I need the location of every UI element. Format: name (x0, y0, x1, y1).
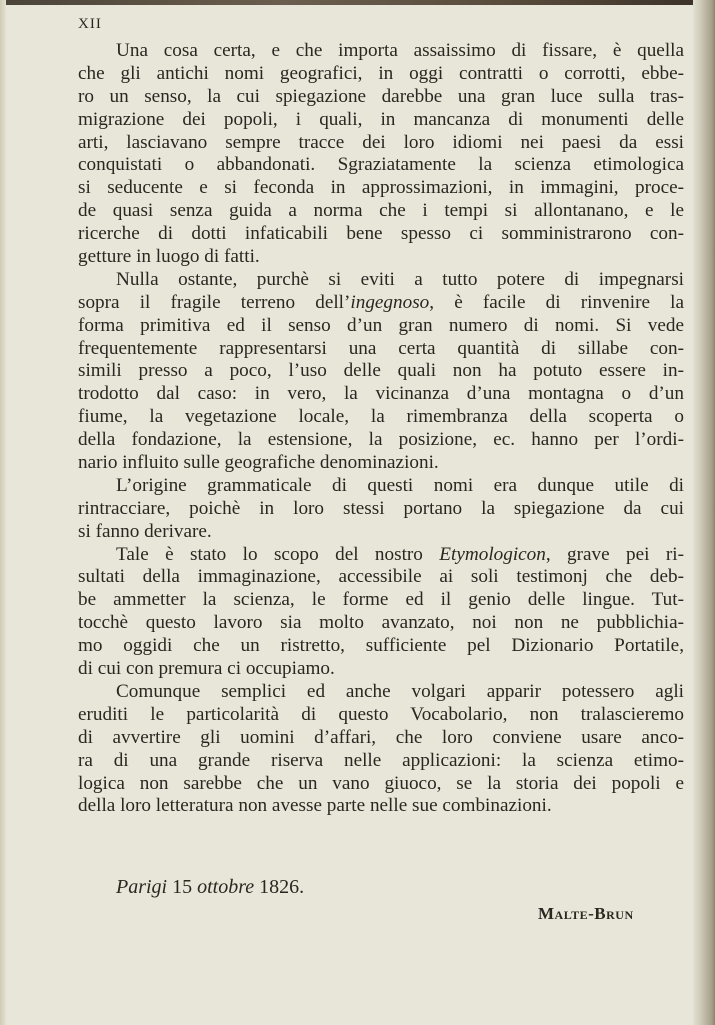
text-segment: forma primitiva ed il senso d’un gran numero di nomi. Si vede (78, 314, 684, 336)
text-line (78, 498, 684, 521)
text-line (78, 109, 684, 132)
text-line (78, 544, 684, 567)
author-signature: Malte-Brun (538, 904, 634, 923)
text-line (78, 63, 684, 86)
text-line (78, 177, 684, 200)
text-line (78, 383, 684, 406)
paragraph (78, 40, 684, 269)
text-segment: be ammetter la scienza, le forme ed il genio delle lingue. Tut- (78, 589, 684, 611)
text-line (78, 635, 684, 658)
text-segment: arti, lasciavano sempre tracce dei loro idiomi nei paesi da essi (78, 131, 684, 153)
text-line (78, 360, 684, 383)
paragraph (78, 269, 684, 475)
text-segment: della loro letteratura non avesse parte nelle sue combinazioni. (78, 795, 552, 817)
text-segment: , grave pei ri- (545, 543, 684, 565)
text-segment: si seducente e si feconda in approssimazioni, in immagini, proce- (78, 177, 684, 199)
text-line (78, 704, 684, 727)
dateline-day: 15 (172, 876, 193, 898)
text-segment: che gli antichi nomi geografici, in oggi contratti o corrotti, ebbe- (78, 62, 684, 84)
italic-term: ingegnoso (350, 291, 430, 313)
text-line (78, 429, 684, 452)
text-segment: logica non sarebbe che un vano giuoco, se la storia dei popoli e (78, 772, 684, 794)
paragraph (78, 681, 684, 818)
text-line (78, 795, 684, 818)
text-segment: Una cosa certa, e che importa assaissimo di fissare, è quella (116, 40, 684, 61)
text-segment: ra di una grande riserva nelle applicazioni: la scienza etimo- (78, 749, 684, 771)
text-segment: nario influito sulle geografiche denominazioni. (78, 452, 439, 474)
text-line (78, 521, 684, 544)
text-segment: simili presso a poco, l’uso delle quali non ha potuto essere in- (78, 360, 684, 382)
text-segment: di cui con premura ci occupiamo. (78, 658, 335, 680)
text-line (78, 750, 684, 773)
text-segment: rintracciare, poichè in loro stessi portano la spiegazione da cui (78, 497, 684, 519)
text-segment: si fanno derivare. (78, 520, 212, 542)
text-line (78, 589, 684, 612)
text-segment: di avvertire gli uomini d’affari, che loro conviene usare anco- (78, 726, 684, 748)
text-segment: ricerche di dotti infaticabili bene spesso ci somministrarono con- (78, 223, 684, 245)
paragraph (78, 544, 684, 681)
text-line (78, 223, 684, 246)
text-segment: della fondazione, la estensione, la posizione, ec. hanno per l’ordi- (78, 429, 684, 451)
text-segment: L’origine grammaticale di questi nomi era dunque utile di (116, 474, 684, 496)
text-segment: sultati della immaginazione, accessibile ai soli testimonj che deb- (78, 566, 684, 588)
text-segment: frequentemente rappresentarsi una certa quantità di sillabe con- (78, 337, 684, 359)
text-segment: de quasi senza guida a norma che i tempi si allontanano, e le (78, 200, 684, 222)
text-line (78, 658, 684, 681)
text-segment: sopra il fragile terreno dell’ (78, 291, 351, 313)
dateline-place: Parigi (116, 876, 168, 898)
italic-term: Etymologicon (439, 543, 546, 565)
dateline-year: 1826. (259, 876, 305, 898)
text-line (78, 154, 684, 177)
text-segment: conquistati o abbandonati. Sgraziatamente la scienza etimologica (78, 154, 684, 176)
text-segment: Tale è stato lo scopo del nostro (116, 543, 440, 565)
text-segment: Nulla ostante, purchè si eviti a tutto potere di impegnarsi (116, 268, 684, 290)
text-line (78, 475, 684, 498)
text-segment: , è facile di rinvenire la (429, 291, 684, 313)
text-line (78, 269, 684, 292)
text-line (78, 292, 684, 315)
text-line (78, 612, 684, 635)
text-segment: migrazione dei popoli, i quali, in mancanza di monumenti delle (78, 108, 684, 130)
text-line (78, 132, 684, 155)
text-segment: ro un senso, la cui spiegazione darebbe una gran luce sulla tras- (78, 85, 684, 107)
text-line (78, 681, 684, 704)
text-line (78, 406, 684, 429)
text-line (78, 452, 684, 475)
body-text (78, 40, 684, 818)
page-number: XII (78, 16, 102, 32)
text-line (78, 566, 684, 589)
text-line (78, 338, 684, 361)
dateline-month: ottobre (197, 876, 255, 898)
text-segment: trodotto dal caso: in vero, la vicinanza d’una montagna o d’un (78, 383, 684, 405)
text-line (78, 40, 684, 63)
text-segment: Comunque semplici ed anche volgari apparir potessero agli (116, 680, 684, 702)
text-segment: tocchè questo lavoro sia molto avanzato, noi non ne pubblichia- (78, 612, 684, 634)
text-segment: eruditi le particolarità di questo Vocabolario, non tralascieremo (78, 703, 684, 725)
text-segment: getture in luogo di fatti. (78, 246, 260, 268)
text-line (78, 727, 684, 750)
paragraph (78, 475, 684, 544)
text-segment: mo oggidi che un ristretto, sufficiente pel Dizionario Portatile, (78, 635, 684, 657)
text-line (78, 200, 684, 223)
text-line (78, 315, 684, 338)
text-line (78, 773, 684, 796)
text-line (78, 86, 684, 109)
dateline (116, 876, 304, 899)
text-line (78, 246, 684, 269)
text-segment: fiume, la vegetazione locale, la rimembranza della scoperta o (78, 406, 684, 428)
